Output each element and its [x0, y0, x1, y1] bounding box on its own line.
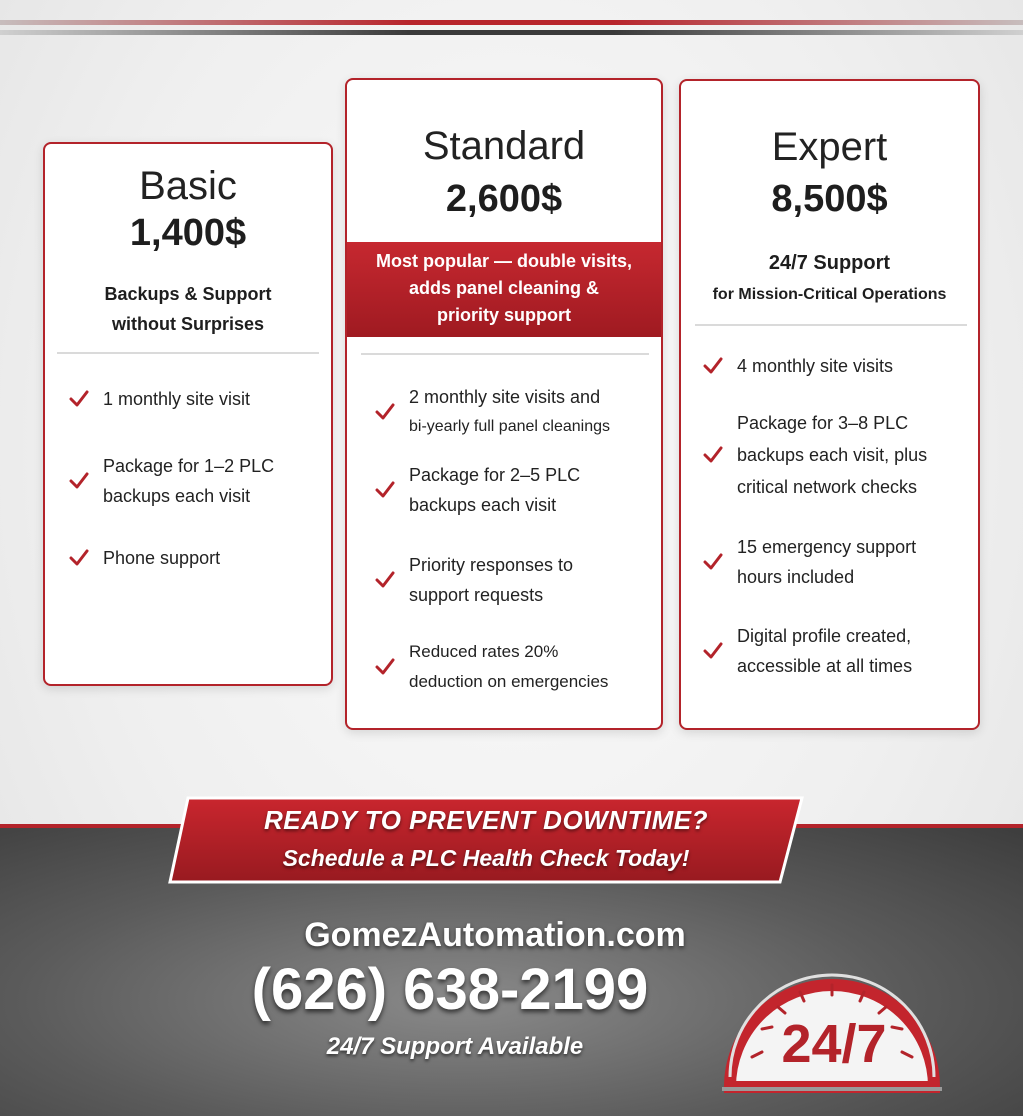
feature-item: [375, 637, 608, 697]
feature-item: [703, 621, 912, 681]
banner-line3: priority support: [437, 305, 571, 325]
plan-subtitle-line2: for Mission-Critical Operations: [712, 286, 947, 303]
checkmark-icon: [69, 389, 89, 409]
plan-price: 8,500$: [771, 178, 888, 220]
plan-name: Standard: [422, 124, 586, 168]
feature-text: 4 monthly site visits: [737, 356, 894, 376]
feature-text: [409, 550, 573, 610]
plan-name: Basic: [139, 164, 237, 208]
feature-text-line2: accessible at all times: [737, 656, 913, 676]
feature-text-line2: bi-yearly full panel cleanings: [409, 418, 610, 435]
feature-text-line2: backups each visit: [409, 495, 557, 515]
feature-text: 1 monthly site visit: [103, 389, 251, 409]
feature-text-line3: critical network checks: [737, 477, 918, 497]
top-red-rule: [0, 20, 1023, 25]
plan-name: Expert: [771, 125, 888, 169]
feature-text-line2: support requests: [409, 585, 544, 605]
feature-item: [69, 384, 250, 414]
availability-text: 24/7 Support Available: [326, 1033, 584, 1060]
checkmark-icon: [69, 548, 89, 568]
checkmark-icon: [703, 356, 723, 376]
feature-text-line1: 2 monthly site visits and: [409, 387, 601, 407]
checkmark-icon: [375, 402, 395, 422]
feature-text: [409, 460, 580, 520]
checkmark-icon: [375, 570, 395, 590]
feature-text: [103, 451, 274, 511]
badge-text: 24/7: [781, 1014, 887, 1074]
feature-text-line2: backups each visit: [103, 486, 251, 506]
plan-card-expert: [679, 79, 980, 730]
cta-subheadline: Schedule a PLC Health Check Today!: [282, 845, 690, 871]
feature-item: [69, 543, 220, 573]
plan-price: 1,400$: [129, 212, 247, 254]
divider: [361, 353, 649, 355]
feature-text: Phone support: [103, 548, 221, 568]
feature-item: [703, 407, 927, 503]
feature-item: [375, 382, 610, 442]
feature-text-line1: Package for 3–8 PLC: [737, 413, 909, 433]
banner-line1: Most popular — double visits,: [375, 251, 633, 271]
feature-item: [703, 351, 893, 381]
checkmark-icon: [375, 480, 395, 500]
feature-text: [737, 621, 912, 681]
feature-text: [409, 382, 610, 442]
feature-text-line1: 15 emergency support: [737, 537, 917, 557]
cta-banner[interactable]: [168, 796, 804, 884]
plan-price: 2,600$: [445, 178, 563, 220]
most-popular-banner: [347, 242, 661, 337]
checkmark-icon: [69, 471, 89, 491]
feature-text-line1: Reduced rates 20%: [409, 642, 559, 661]
checkmark-icon: [703, 445, 723, 465]
banner-line2: adds panel cleaning &: [408, 278, 600, 298]
feature-text: [409, 637, 608, 697]
checkmark-icon: [703, 552, 723, 572]
feature-text-line2: deduction on emergencies: [409, 672, 609, 691]
checkmark-icon: [375, 657, 395, 677]
feature-text-line1: Package for 2–5 PLC: [409, 465, 581, 485]
phone-number[interactable]: (626) 638-2199: [251, 957, 649, 1022]
feature-text-line1: Package for 1–2 PLC: [103, 456, 275, 476]
feature-text-line1: Digital profile created,: [737, 626, 912, 646]
feature-item: [375, 460, 580, 520]
divider: [57, 352, 319, 354]
feature-text-line2: hours included: [737, 567, 855, 587]
feature-item: [375, 550, 573, 610]
speedometer-icon: [712, 937, 952, 1097]
top-dark-rule: [0, 30, 1023, 35]
feature-text-line1: Priority responses to: [409, 555, 574, 575]
plan-card-standard: [345, 78, 663, 730]
plan-card-basic: [43, 142, 333, 686]
feature-text: [737, 532, 916, 592]
plan-subtitle-line1: 24/7 Support: [768, 252, 891, 274]
feature-item: [69, 451, 274, 511]
feature-item: [703, 532, 916, 592]
divider: [695, 324, 967, 326]
feature-text-line2: backups each visit, plus: [737, 445, 928, 465]
cta-headline: READY TO PREVENT DOWNTIME?: [264, 805, 708, 835]
feature-text: [737, 407, 927, 503]
plan-subtitle-line2: without Surprises: [111, 314, 264, 334]
plan-subtitle-line1: Backups & Support: [104, 284, 272, 304]
checkmark-icon: [703, 641, 723, 661]
website-link[interactable]: GomezAutomation.com: [304, 916, 686, 954]
